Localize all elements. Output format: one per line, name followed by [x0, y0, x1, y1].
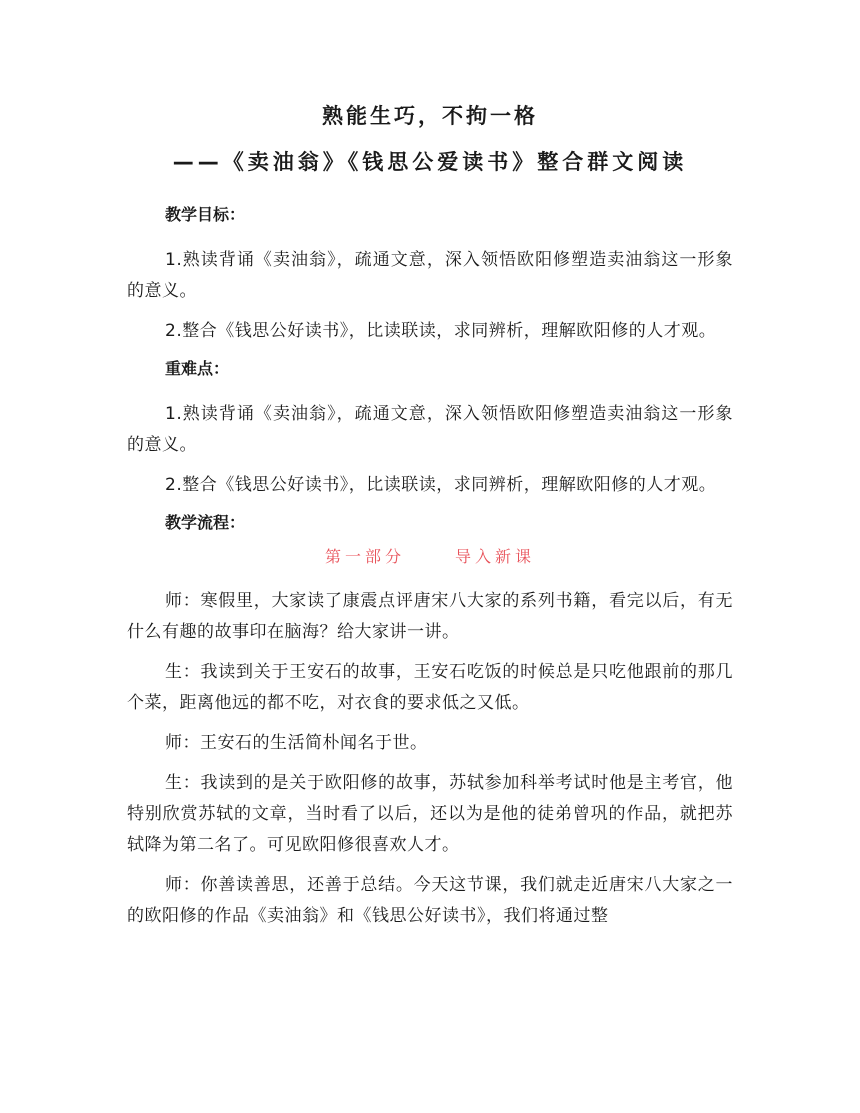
- document-title: 熟能生巧，不拘一格: [322, 104, 538, 128]
- goal-item: 1.熟读背诵《卖油翁》，疏通文意，深入领悟欧阳修塑造卖油翁这一形象的意义。: [127, 250, 733, 301]
- section-part-label: 第一部分: [324, 547, 405, 566]
- dialogue-paragraph: 生：我读到的是关于欧阳修的故事，苏轼参加科举考试时他是主考官，他特别欣赏苏轼的文章，当时看了以后，还以为是他的徒弟曾巩的作品，就把苏轼降为第二名了。可见欧阳修很喜欢人才。: [127, 773, 733, 855]
- document-subtitle: ——《卖油翁》《钱思公爱读书》整合群文阅读: [172, 150, 688, 174]
- key-point-item: 2.整合《钱思公好读书》，比读联读，求同辨析，理解欧阳修的人才观。: [165, 475, 717, 495]
- section-header: [127, 544, 733, 570]
- dialogue-paragraph: 生：我读到关于王安石的故事，王安石吃饭的时候总是只吃他跟前的那几个菜，距离他远的都不吃，对衣食的要求低之又低。: [127, 662, 733, 713]
- process-heading: 教学流程：: [165, 513, 246, 532]
- dialogue-paragraph: 师：寒假里，大家读了康震点评唐宋八大家的系列书籍，看完以后，有无什么有趣的故事印在脑海？给大家讲一讲。: [127, 591, 733, 642]
- dialogue-paragraph: 师：你善读善思，还善于总结。今天这节课，我们就走近唐宋八大家之一的欧阳修的作品《卖油翁》和《钱思公好读书》，我们将通过整: [127, 875, 733, 926]
- goal-item: 2.整合《钱思公好读书》，比读联读，求同辨析，理解欧阳修的人才观。: [165, 321, 717, 341]
- key-points-heading: 重难点：: [165, 359, 230, 378]
- dialogue-paragraph: 师：王安石的生活简朴闻名于世。: [165, 733, 428, 753]
- goals-heading: 教学目标：: [165, 205, 246, 224]
- document-body: [127, 202, 733, 941]
- key-point-item: 1.熟读背诵《卖油翁》，疏通文意，深入领悟欧阳修塑造卖油翁这一形象的意义。: [127, 404, 733, 455]
- section-title-label: 导入新课: [455, 547, 536, 566]
